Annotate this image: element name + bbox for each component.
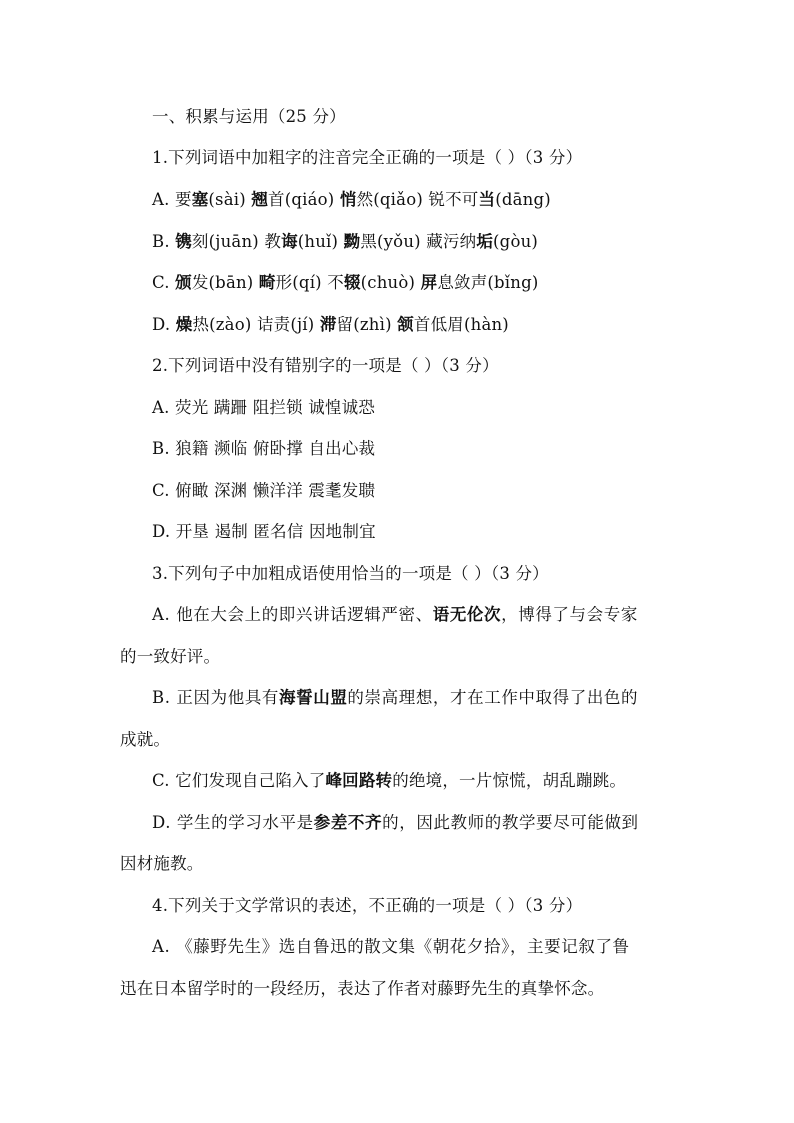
text-segment: 留(zhì) [336, 315, 398, 334]
bold-text-segment: 峰回路转 [325, 771, 393, 790]
text-segment: 形(qí) 不 [275, 273, 344, 292]
text-segment: (gòu) [493, 232, 539, 251]
section-title: 一、积累与运用（25 分） [152, 107, 346, 126]
bold-text-segment: 当 [478, 190, 496, 209]
text-segment: C. 它们发现自己陷入了 [152, 771, 326, 790]
text-segment: 发(bān) [191, 273, 259, 292]
text-segment: 首(qiáo) [268, 190, 340, 209]
question-2-option-a: A. 荧光 蹒跚 阻拦锁 诚惶诚恐 [152, 398, 376, 417]
question-2-stem: 2.下列词语中没有错别字的一项是（ ）（3 分） [152, 356, 499, 375]
text-segment: B. 正因为他具有 [152, 688, 280, 707]
question-4-option-a-line1: A. 《藤野先生》选自鲁迅的散文集《朝花夕拾》，主要记叙了鲁 [152, 937, 630, 956]
bold-text-segment: 屏 [420, 273, 438, 292]
question-3-option-b-line1 [152, 687, 638, 709]
bold-text-segment: 参差不齐 [313, 813, 383, 832]
text-segment: C. [152, 273, 176, 292]
text-segment: 的，因此教师的教学要尽可能做到 [382, 813, 639, 832]
question-4-option-a-line2: 迅在日本留学时的一段经历，表达了作者对藤野先生的真挚怀念。 [120, 979, 605, 998]
question-3-option-a-line1 [152, 604, 638, 626]
question-4-stem: 4.下列关于文学常识的表述，不正确的一项是（ ）（3 分） [152, 896, 583, 915]
question-3-option-c-line1 [152, 770, 626, 792]
bold-text-segment: 畸 [258, 273, 276, 292]
text-segment: 的崇高理想，才在工作中取得了出色的 [347, 688, 639, 707]
text-segment: A. 要 [152, 190, 192, 209]
text-segment: 热(zào) 诘责(jí) [192, 315, 320, 334]
text-segment: A. 他在大会上的即兴讲话逻辑严密、 [152, 605, 433, 624]
bold-text-segment: 辍 [343, 273, 361, 292]
bold-text-segment: 燥 [175, 315, 193, 334]
bold-text-segment: 翘 [251, 190, 269, 209]
text-segment: D. [152, 315, 176, 334]
question-2-option-b: B. 狼籍 濒临 俯卧撑 自出心裁 [152, 439, 376, 458]
text-segment: 的绝境，一片惊慌，胡乱蹦跳。 [392, 771, 627, 790]
question-3-stem: 3.下列句子中加粗成语使用恰当的一项是（ ）（3 分） [152, 564, 549, 583]
question-1-option-c [152, 272, 539, 294]
text-segment: 黑(yǒu) 藏污纳 [360, 232, 477, 251]
text-segment: (huǐ) [297, 232, 344, 251]
text-segment: D. 学生的学习水平是 [152, 813, 314, 832]
bold-text-segment: 镌 [175, 232, 192, 251]
text-segment: 然(qiǎo) 锐不可 [356, 190, 479, 209]
question-3-option-a-line2: 的一致好评。 [120, 647, 221, 666]
question-2-option-d: D. 开垦 遏制 匿名信 因地制宜 [152, 522, 376, 541]
bold-text-segment: 垢 [476, 232, 494, 251]
question-1-option-d [152, 314, 509, 336]
text-segment: 息敛声(bǐng) [437, 273, 539, 292]
bold-text-segment: 悄 [339, 190, 357, 209]
text-segment: ，博得了与会专家 [501, 605, 638, 624]
question-3-option-b-line2: 成就。 [120, 730, 171, 749]
bold-text-segment: 黝 [343, 232, 361, 251]
question-1-stem: 1.下列词语中加粗字的注音完全正确的一项是（ ）（3 分） [152, 148, 583, 167]
question-3-option-d-line2: 因材施教。 [120, 854, 204, 873]
text-segment: B. [152, 232, 176, 251]
question-1-option-b [152, 231, 538, 253]
bold-text-segment: 诲 [281, 232, 298, 251]
question-1-option-a [152, 189, 551, 211]
bold-text-segment: 语无伦次 [432, 605, 502, 624]
text-segment: (chuò) [360, 273, 421, 292]
question-3-option-d-line1 [152, 812, 639, 834]
bold-text-segment: 颔 [397, 315, 414, 334]
bold-text-segment: 海誓山盟 [279, 688, 348, 707]
text-segment: (sài) [208, 190, 252, 209]
text-segment: (dāng) [495, 190, 551, 209]
text-segment: 刻(juān) 教 [191, 232, 282, 251]
text-segment: 首低眉(hàn) [413, 315, 509, 334]
bold-text-segment: 塞 [191, 190, 209, 209]
bold-text-segment: 滞 [319, 315, 337, 334]
question-2-option-c: C. 俯瞰 深渊 懒洋洋 震耄发聩 [152, 481, 376, 500]
bold-text-segment: 颁 [175, 273, 192, 292]
